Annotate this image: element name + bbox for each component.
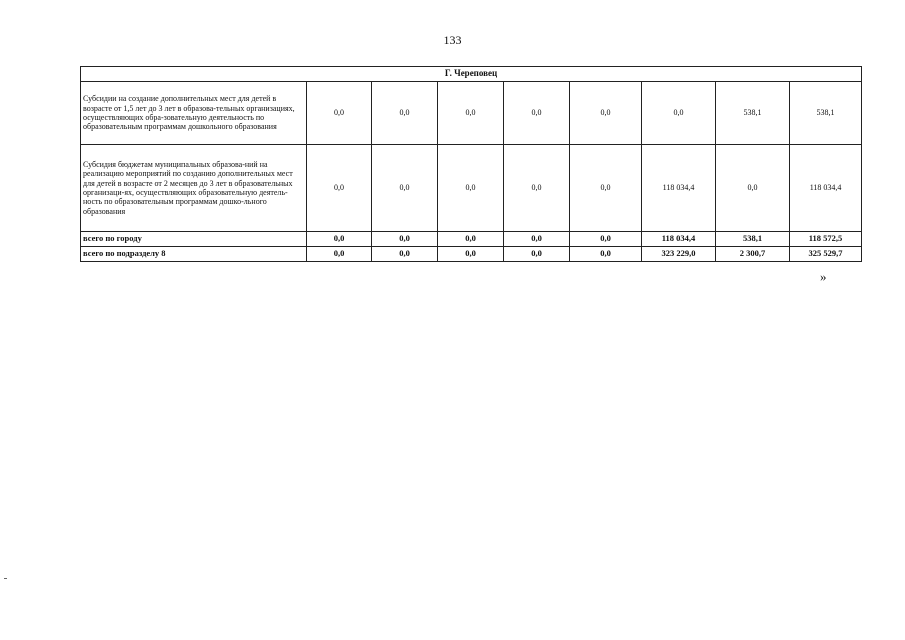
table-cell: 0,0: [438, 232, 504, 247]
table-cell: 0,0: [307, 247, 372, 262]
table-cell: 538,1: [716, 82, 790, 145]
total-row-subsection: [81, 247, 862, 262]
table-cell: 0,0: [307, 232, 372, 247]
row-description: Субсидии на создание дополнительных мест для детей в возрасте от 1,5 лет до 3 лет в образова-тельных организациях, осуществляющих обра-зовательную деятельность по образовательным программам дошкольного образования: [81, 82, 307, 145]
total-label: всего по городу: [81, 232, 307, 247]
table-row: [81, 145, 862, 232]
total-row-city: [81, 232, 862, 247]
table-row: [81, 82, 862, 145]
table-cell: 0,0: [372, 232, 438, 247]
table-cell: 0,0: [570, 82, 642, 145]
table-cell: 538,1: [716, 232, 790, 247]
table-cell: 0,0: [716, 145, 790, 232]
table-cell: 325 529,7: [790, 247, 862, 262]
closing-quote: »: [820, 269, 827, 284]
section-title: Г. Череповец: [81, 67, 862, 82]
table-cell: 323 229,0: [642, 247, 716, 262]
table-cell: 0,0: [372, 247, 438, 262]
table-cell: 0,0: [307, 82, 372, 145]
table-cell: 0,0: [438, 145, 504, 232]
table-cell: 2 300,7: [716, 247, 790, 262]
row-description: Субсидия бюджетам муниципальных образова-ний на реализацию мероприятий по созданию дополнительных мест для детей в возрасте от 2 месяцев до 3 лет в образовательных организаци-ях, осуществляющих образовательную деятель-ность по образовательным программам дошко-льного образования: [81, 145, 307, 232]
table-cell: 0,0: [504, 232, 570, 247]
scan-edge-mark: [4, 578, 7, 579]
total-label: всего по подразделу 8: [81, 247, 307, 262]
table-cell: 0,0: [570, 145, 642, 232]
page-number: 133: [443, 33, 462, 47]
table-cell: 0,0: [504, 82, 570, 145]
table-cell: 0,0: [570, 232, 642, 247]
table-cell: 0,0: [372, 82, 438, 145]
table-cell: 118 034,4: [790, 145, 862, 232]
table-cell: 0,0: [504, 145, 570, 232]
table-cell: 118 034,4: [642, 145, 716, 232]
table-cell: 0,0: [438, 82, 504, 145]
table-cell: 0,0: [642, 82, 716, 145]
table-cell: 0,0: [372, 145, 438, 232]
table-cell: 0,0: [504, 247, 570, 262]
table-cell: 0,0: [438, 247, 504, 262]
table-cell: 118 572,5: [790, 232, 862, 247]
table-cell: 0,0: [307, 145, 372, 232]
table-cell: 538,1: [790, 82, 862, 145]
table-cell: 0,0: [570, 247, 642, 262]
section-header-row: [81, 67, 862, 82]
budget-table: [80, 66, 862, 262]
table-cell: 118 034,4: [642, 232, 716, 247]
